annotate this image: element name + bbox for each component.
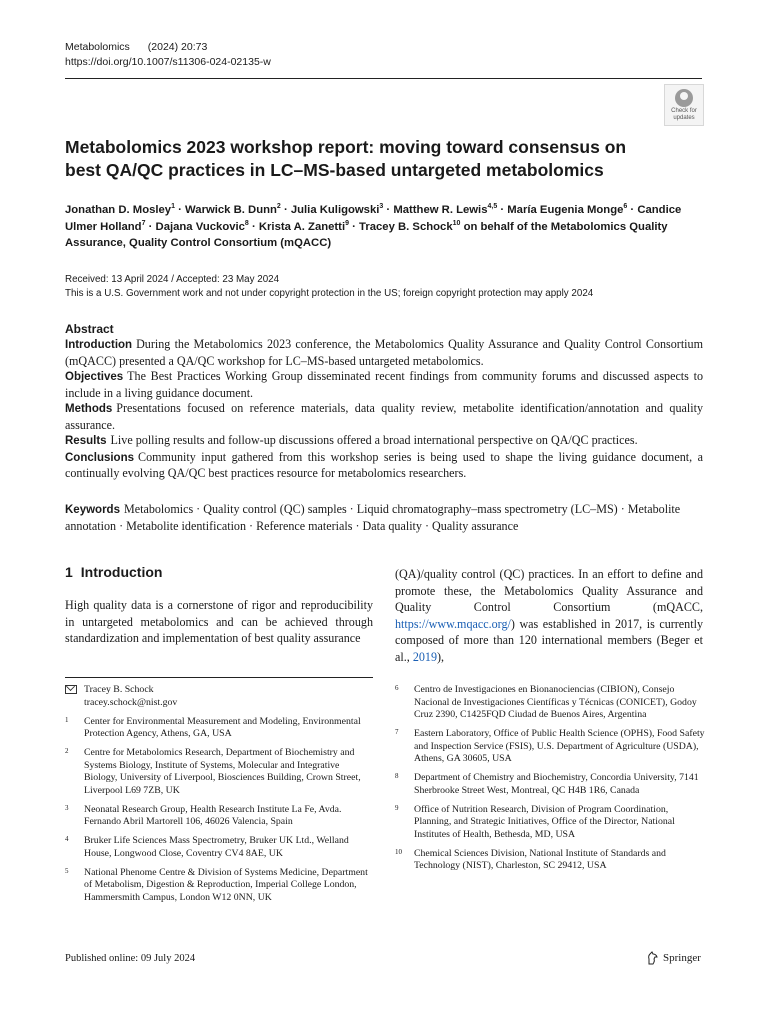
affiliation-number: 7 [395, 728, 399, 736]
article-dates [65, 273, 593, 300]
publisher-logo[interactable] [646, 951, 701, 965]
affiliation-item [395, 848, 707, 873]
affiliation-item [395, 804, 707, 842]
affiliation-number: 6 [395, 684, 399, 692]
check-for-updates-badge[interactable] [664, 84, 704, 126]
section-title: Introduction [80, 564, 163, 580]
affiliation-text: Office of Nutrition Research, Division of Program Coordination, Planning, and Strategic Initiatives, Office of the Director, National Institutes of Health, Bethesda, MD, USA [414, 803, 675, 840]
intro-paragraph-left: High quality data is a cornerstone of rigor and reproducibility in untargeted metabolomics and can be achieved through standardization and implementation of best quality assurance [65, 598, 373, 645]
abstract-section-text: The Best Practices Working Group disseminated recent findings from community forums and discussed aspects to include in a living guidance document. [65, 369, 703, 400]
abstract-body [65, 337, 703, 482]
author-affiliation-ref[interactable]: 4,5 [487, 203, 498, 211]
author-affiliation-ref[interactable]: 6 [623, 203, 628, 211]
doi-link[interactable]: https://doi.org/10.1007/s11306-024-02135-w [65, 56, 271, 68]
affiliations-right [395, 684, 707, 879]
affiliation-text: National Phenome Centre & Division of Systems Medicine, Department of Metabolism, Digestion & Reproduction, Imperial College London, Hammersmith Campus, London W12 0NN, UK [84, 866, 368, 903]
copyright-notice: This is a U.S. Government work and not under copyright protection in the US; foreign copyright protection may apply 2024 [65, 287, 594, 299]
affiliation-text: Bruker Life Sciences Mass Spectrometry, Bruker UK Ltd., Welland House, Longwood Close, Coventry CV4 8AE, UK [84, 835, 349, 859]
keywords-label: Keywords [65, 504, 120, 516]
author-affiliation-ref[interactable]: 7 [141, 219, 146, 227]
affiliation-number: 4 [65, 835, 69, 843]
springer-horse-icon [646, 951, 659, 965]
affiliation-item [65, 747, 375, 797]
abstract-section [65, 369, 703, 401]
running-header [65, 40, 271, 70]
header-divider [65, 78, 702, 79]
author-name[interactable]: Matthew R. Lewis [393, 204, 488, 216]
journal-volume: (2024) 20:73 [147, 41, 208, 53]
crossmark-label-2: updates [673, 114, 695, 121]
corresponding-email[interactable]: tracey.schock@nist.gov [84, 696, 178, 708]
affiliation-list [65, 716, 375, 905]
affiliation-text: Centre for Metabolomics Research, Department of Biochemistry and Systems Biology, Institute of Systems, Molecular and Integrative Biology, University of Liverpool, Biosciences Building, Crown Street, Liverpool L69 7ZB, UK [84, 747, 361, 796]
affiliation-item [395, 684, 707, 722]
keywords [65, 502, 705, 534]
affiliation-item [395, 772, 707, 797]
affiliation-number: 9 [395, 803, 399, 812]
crossmark-label-1: Check for [671, 108, 697, 114]
consortium-statement: on behalf of the Metabolomics Quality Assurance, Quality Control Consortium (mQACC) [65, 220, 668, 249]
author-affiliation-ref[interactable]: 2 [276, 203, 281, 211]
abstract-section-label: Results [65, 435, 107, 447]
author-name[interactable]: Candice Ulmer Holland [65, 204, 682, 233]
crossmark-icon [675, 89, 693, 107]
article-title: Metabolomics 2023 workshop report: moving toward consensus on best QA/QC practices in LC–MS-based untargeted metabolomics [65, 137, 627, 180]
affiliation-text: Neonatal Research Group, Health Research Institute La Fe, Avda. Fernando Abril Martorell 106, 46026 Valencia, Spain [84, 803, 342, 827]
footnote-divider [65, 677, 373, 678]
abstract-section [65, 401, 703, 433]
author-name[interactable]: Tracey B. Schock [359, 220, 453, 233]
affiliation-number: 8 [395, 772, 399, 780]
publisher-name: Springer [663, 952, 701, 964]
received-accepted: Received: 13 April 2024 / Accepted: 23 May 2024 [65, 274, 280, 285]
abstract-section [65, 433, 703, 450]
author-name[interactable]: Warwick B. Dunn [185, 204, 277, 216]
author-name[interactable]: Dajana Vuckovic [155, 220, 245, 233]
affiliation-item [395, 728, 707, 766]
abstract-heading: Abstract [65, 322, 114, 336]
section-heading-introduction [65, 564, 162, 580]
abstract-section-label: Introduction [65, 339, 133, 351]
abstract-section-text: Presentations focused on reference materials, data quality review, metabolite identification/annotation and quality assurance. [65, 401, 703, 432]
author-name[interactable]: Krista A. Zanetti [258, 220, 346, 233]
abstract-section-text: During the Metabolomics 2023 conference, the Metabolomics Quality Assurance and Quality Control Consortium (mQACC) presented a QA/QC workshop for LC–MS-based untargeted metabolomics. [65, 337, 703, 368]
affiliation-text: Centro de Investigaciones en Bionanociencias (CIBION), Consejo Nacional de Investigaciones Científicas y Técnicas (CONICET), Godoy Cruz 2390, C1425FQD Ciudad de Buenos Aires, Argentina [414, 684, 697, 720]
abstract-section-text: Community input gathered from this workshop series is being used to shape the living guidance document, a continually evolving QA/QC best practices resource for metabolomics researchers. [65, 449, 703, 480]
corresponding-author: Tracey B. Schock [84, 684, 154, 695]
correspondence [65, 684, 375, 709]
affiliation-text: Center for Environmental Measurement and Modeling, Environmental Protection Agency, Athens, GA, USA [84, 715, 361, 739]
abstract-section-label: Conclusions [65, 451, 135, 464]
affiliation-item [65, 867, 375, 905]
affiliation-number: 10 [395, 847, 402, 856]
affiliation-number: 5 [65, 866, 69, 875]
affiliations-left [65, 684, 375, 911]
author-affiliation-ref[interactable]: 3 [379, 203, 384, 211]
affiliation-text: Chemical Sciences Division, National Institute of Standards and Technology (NIST), Charleston, SC 29412, USA [414, 847, 666, 871]
section-number: 1 [65, 564, 73, 580]
abstract-section [65, 337, 703, 369]
abstract [65, 322, 703, 482]
author-name[interactable]: Julia Kuligowski [290, 204, 380, 216]
mqacc-link[interactable]: https://www.mqacc.org/ [395, 616, 511, 631]
intro-paragraph-right: (QA)/quality control (QC) practices. In an effort to define and promote these, the Metabolomics Quality Assurance and Quality Control Consortium (mQACC, https://www.mqacc.org/) was established in 2017, is currently composed of more than 120 international members (Beger et al., 2019), [395, 567, 703, 664]
author-list: Jonathan D. Mosley$^1$ · Warwick B. Dunn$^2$ · Julia Kuligowski$^3$ · Matthew R. Lewis$^{4,5}$ · María Eugenia Monge$^6$ · Candice Ulmer Holland$^7$ · Dajana Vuckovic$^8$ · Krista A. Zanetti$^9$ · Tracey B. Schock$^{10}$ on behalf of the Metabolomics Quality Assurance, Quality Control Consortium (mQACC) [65, 203, 682, 249]
abstract-section-text: Live polling results and follow-up discussions offered a broad international perspective on QA/QC practices. [110, 433, 638, 447]
journal-name: Metabolomics [65, 41, 130, 53]
affiliation-item [65, 804, 375, 829]
citation-link[interactable]: 2019 [412, 649, 437, 664]
affiliation-list [395, 684, 707, 873]
envelope-icon [65, 685, 77, 694]
affiliation-number: 1 [65, 715, 69, 724]
abstract-section-label: Methods [65, 403, 113, 415]
abstract-section [65, 450, 703, 482]
affiliation-number: 2 [65, 747, 69, 755]
author-name[interactable]: Jonathan D. Mosley [65, 204, 172, 216]
author-affiliation-ref[interactable]: 1 [171, 203, 175, 211]
author-affiliation-ref[interactable]: 10 [452, 219, 461, 227]
author-affiliation-ref[interactable]: 8 [244, 219, 249, 227]
published-online: Published online: 09 July 2024 [65, 953, 196, 964]
affiliation-number: 3 [65, 803, 69, 812]
affiliation-item [65, 835, 375, 860]
affiliation-text: Eastern Laboratory, Office of Public Health Science (OPHS), Food Safety and Inspection Service (FSIS), U.S. Department of Agriculture (USDA), Athens, GA 30605, USA [414, 728, 705, 764]
author-name[interactable]: María Eugenia Monge [507, 204, 624, 216]
keywords-text: Metabolomics · Quality control (QC) samples · Liquid chromatography–mass spectrometry (LC–MS) · Metabolite annotation · Metabolite identification · Reference materials · Data quality · Quality assurance [65, 502, 681, 533]
affiliation-text: Department of Chemistry and Biochemistry, Concordia University, 7141 Sherbrooke Street West, Montreal, QC H4B 1R6, Canada [414, 772, 699, 796]
abstract-section-label: Objectives [65, 371, 124, 383]
author-affiliation-ref[interactable]: 9 [345, 219, 349, 227]
affiliation-item [65, 716, 375, 741]
